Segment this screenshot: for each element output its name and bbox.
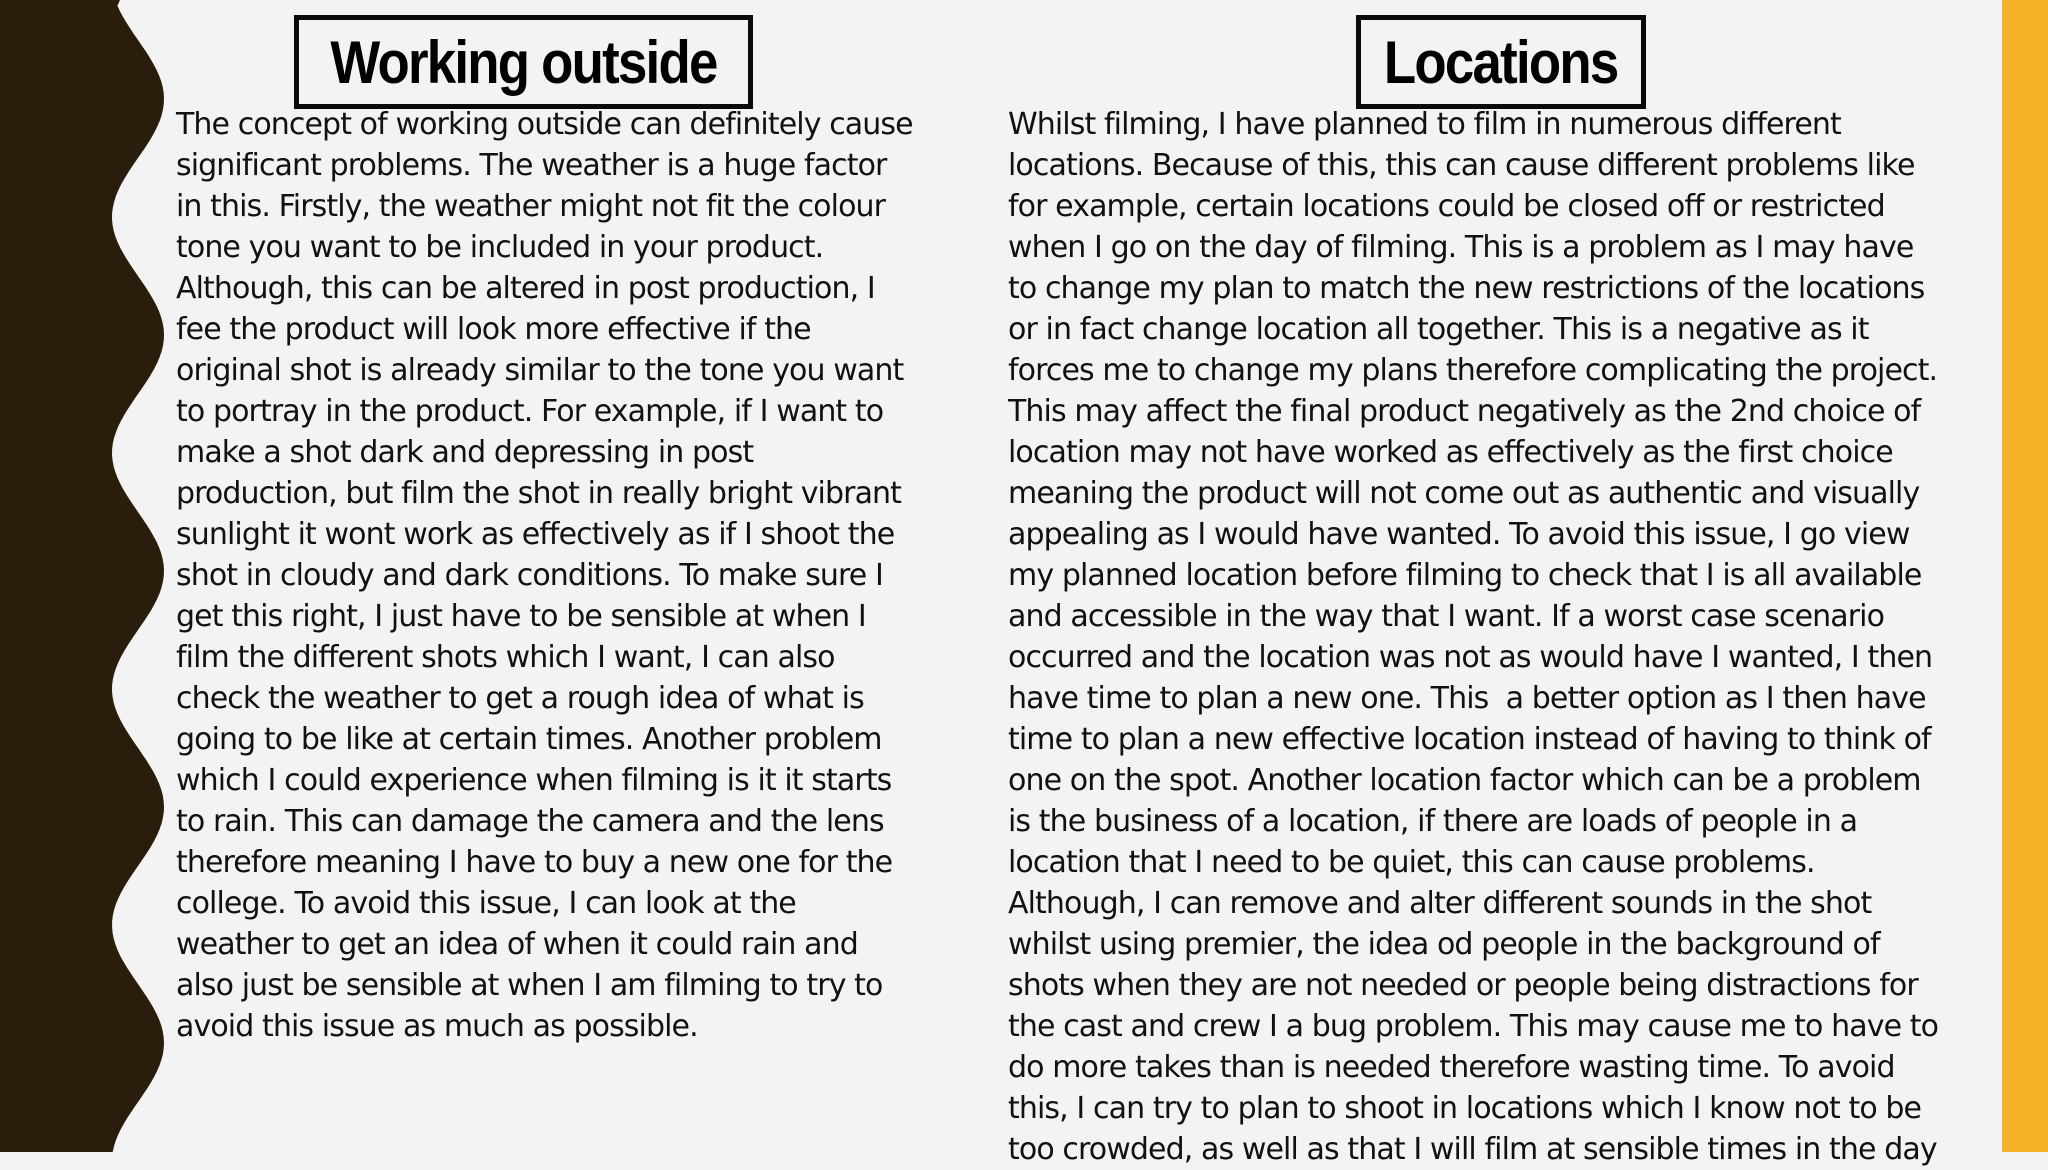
- locations-line: too crowded, as well as that I will film at sensible times in the day: [1008, 1132, 1937, 1167]
- working-outside-line: tone you want to be included in your product.: [176, 230, 824, 265]
- working-outside-line: production, but film the shot in really bright vibrant: [176, 476, 902, 511]
- decorative-wave-edge: [0, 0, 190, 1152]
- locations-line: whilst using premier, the idea od people in the background of: [1008, 927, 1880, 962]
- working-outside-line: shot in cloudy and dark conditions. To make sure I: [176, 558, 883, 593]
- locations-line: to change my plan to match the new restrictions of the locations: [1008, 271, 1925, 306]
- locations-line: is the business of a location, if there are loads of people in a: [1008, 804, 1858, 839]
- working-outside-line: which I could experience when filming is it it starts: [176, 763, 892, 798]
- locations-line: for example, certain locations could be closed off or restricted: [1008, 189, 1885, 224]
- working-outside-line: college. To avoid this issue, I can look at the: [176, 886, 796, 921]
- locations-line: and accessible in the way that I want. If a worst case scenario: [1008, 599, 1885, 634]
- working-outside-line: avoid this issue as much as possible.: [176, 1009, 698, 1044]
- locations-line: the cast and crew I a bug problem. This may cause me to have to: [1008, 1009, 1939, 1044]
- working-outside-heading: [294, 15, 753, 109]
- locations-heading-text: Locations: [1384, 28, 1618, 96]
- working-outside-line: check the weather to get a rough idea of what is: [176, 681, 864, 716]
- working-outside-line: in this. Firstly, the weather might not fit the colour: [176, 189, 886, 224]
- working-outside-line: going to be like at certain times. Another problem: [176, 722, 882, 757]
- locations-line: This may affect the final product negatively as the 2nd choice of: [1008, 394, 1921, 429]
- working-outside-line: sunlight it wont work as effectively as if I shoot the: [176, 517, 895, 552]
- locations-line: appealing as I would have wanted. To avoid this issue, I go view: [1008, 517, 1910, 552]
- locations-line: location may not have worked as effectively as the first choice: [1008, 435, 1893, 470]
- working-outside-heading-text: Working outside: [330, 28, 717, 96]
- working-outside-line: weather to get an idea of when it could rain and: [176, 927, 858, 962]
- right-accent-bar: [2002, 0, 2048, 1152]
- working-outside-line: also just be sensible at when I am filming to try to: [176, 968, 883, 1003]
- working-outside-line: to rain. This can damage the camera and the lens: [176, 804, 884, 839]
- working-outside-line: make a shot dark and depressing in post: [176, 435, 754, 470]
- locations-line: my planned location before filming to check that I is all available: [1008, 558, 1922, 593]
- working-outside-body: [176, 104, 913, 1047]
- locations-line: location that I need to be quiet, this can cause problems.: [1008, 845, 1815, 880]
- locations-line: forces me to change my plans therefore complicating the project.: [1008, 353, 1938, 388]
- wave-shape: [0, 0, 164, 1152]
- working-outside-line: get this right, I just have to be sensible at when I: [176, 599, 866, 634]
- working-outside-line: to portray in the product. For example, if I want to: [176, 394, 884, 429]
- locations-line: occurred and the location was not as would have I wanted, I then: [1008, 640, 1933, 675]
- working-outside-line: therefore meaning I have to buy a new one for the: [176, 845, 893, 880]
- working-outside-line: fee the product will look more effective if the: [176, 312, 811, 347]
- locations-line: Although, I can remove and alter different sounds in the shot: [1008, 886, 1872, 921]
- working-outside-line: film the different shots which I want, I can also: [176, 640, 835, 675]
- locations-line: meaning the product will not come out as authentic and visually: [1008, 476, 1920, 511]
- locations-line: time to plan a new effective location instead of having to think of: [1008, 722, 1931, 757]
- working-outside-line: The concept of working outside can definitely cause: [176, 107, 913, 142]
- locations-line: when I go on the day of filming. This is a problem as I may have: [1008, 230, 1914, 265]
- locations-line: one on the spot. Another location factor which can be a problem: [1008, 763, 1921, 798]
- locations-line: Whilst filming, I have planned to film in numerous different: [1008, 107, 1841, 142]
- locations-line: this, I can try to plan to shoot in locations which I know not to be: [1008, 1091, 1922, 1126]
- locations-line: shots when they are not needed or people being distractions for: [1008, 968, 1918, 1003]
- locations-line: do more takes than is needed therefore wasting time. To avoid: [1008, 1050, 1895, 1085]
- locations-body: [1008, 104, 1938, 1170]
- working-outside-line: significant problems. The weather is a huge factor: [176, 148, 887, 183]
- locations-line: have time to plan a new one. This a better option as I then have: [1008, 681, 1926, 716]
- locations-line: locations. Because of this, this can cause different problems like: [1008, 148, 1915, 183]
- working-outside-line: Although, this can be altered in post production, I: [176, 271, 875, 306]
- working-outside-line: original shot is already similar to the tone you want: [176, 353, 904, 388]
- locations-heading: [1356, 15, 1646, 109]
- locations-line: or in fact change location all together. This is a negative as it: [1008, 312, 1869, 347]
